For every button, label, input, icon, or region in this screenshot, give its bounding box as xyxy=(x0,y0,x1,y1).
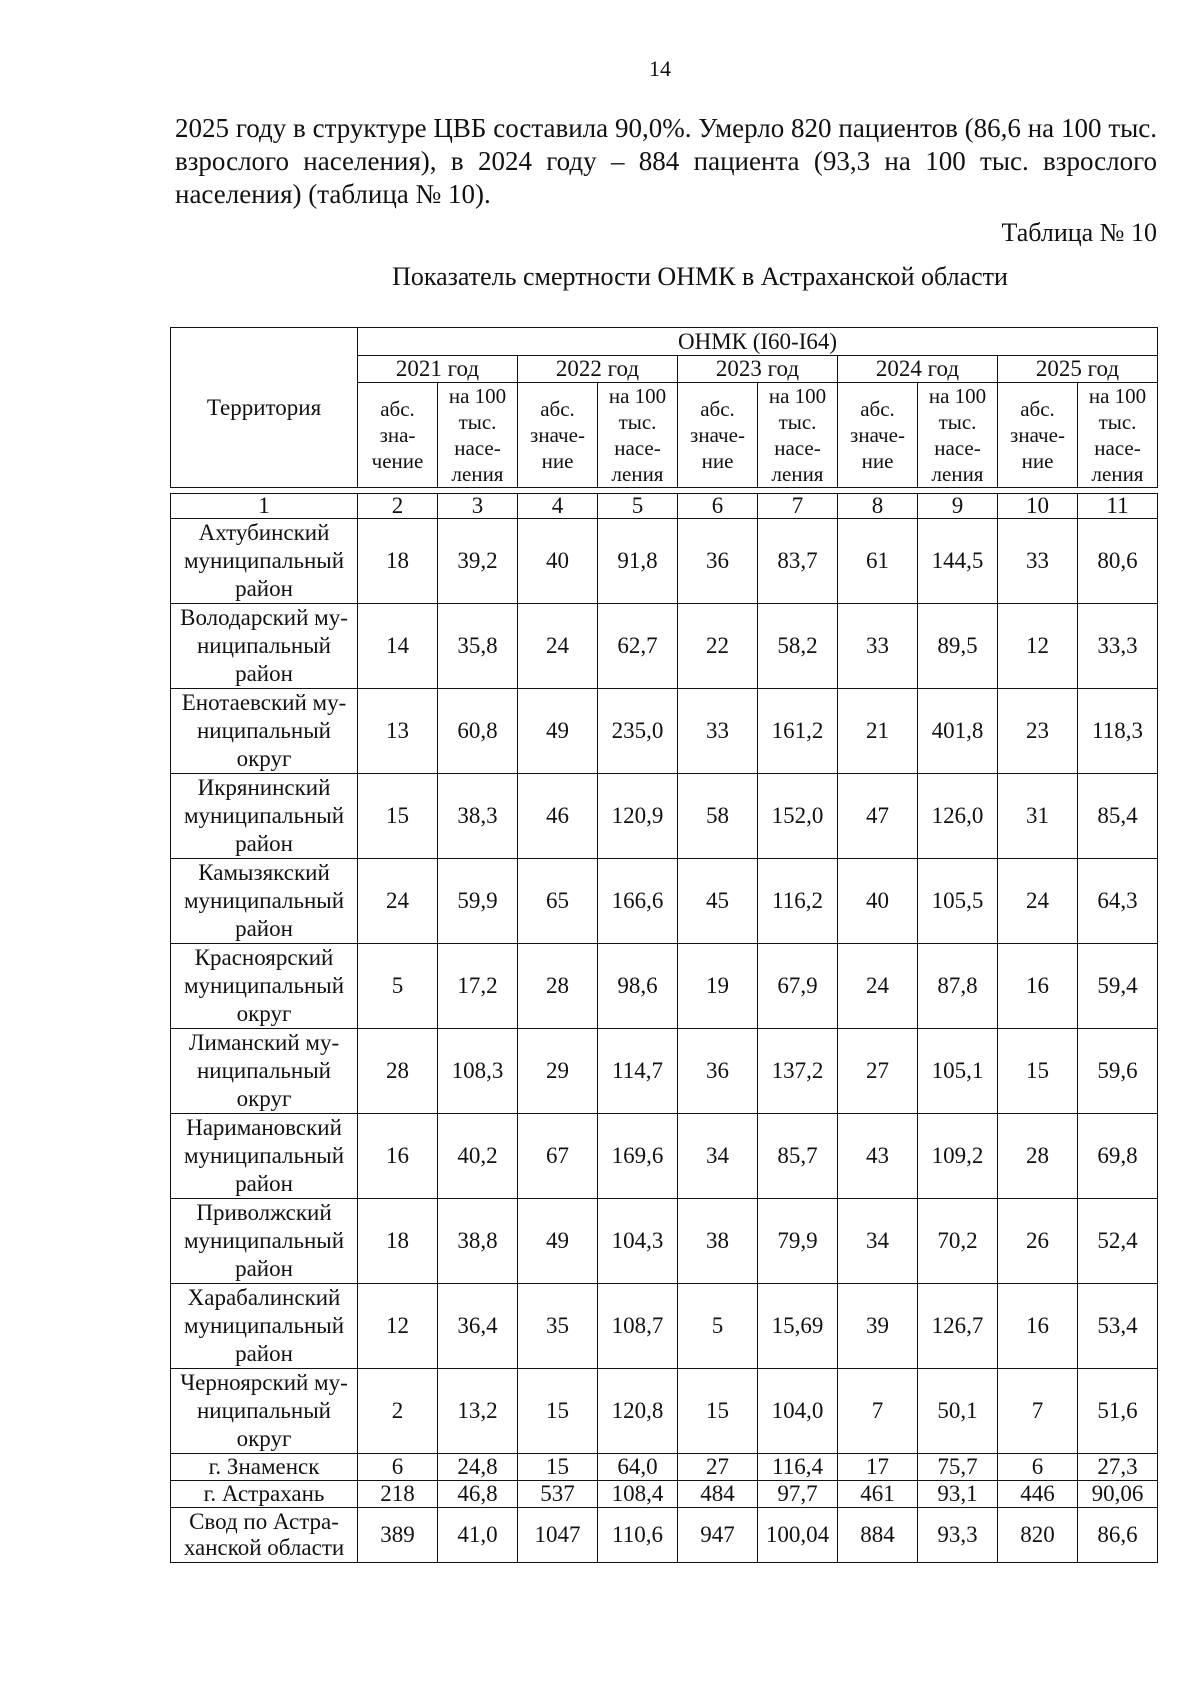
value-cell: 93,1 xyxy=(918,1481,998,1508)
total-value-cell: 389 xyxy=(358,1508,438,1563)
territory-cell: Приволжский муниципальный район xyxy=(171,1199,358,1284)
table-row xyxy=(171,774,1158,859)
value-cell: 90,06 xyxy=(1078,1481,1158,1508)
territory-cell: Лиманский му- ниципальный округ xyxy=(171,1029,358,1114)
column-number: 8 xyxy=(838,494,918,519)
table-row xyxy=(171,1481,1158,1508)
total-row xyxy=(171,1508,1158,1563)
total-value-cell: 947 xyxy=(678,1508,758,1563)
value-cell: 61 xyxy=(838,519,918,604)
value-cell: 235,0 xyxy=(598,689,678,774)
value-cell: 47 xyxy=(838,774,918,859)
territory-cell: Енотаевский му- ниципальный округ xyxy=(171,689,358,774)
value-cell: 62,7 xyxy=(598,604,678,689)
territory-cell: Володарский му- ниципальный район xyxy=(171,604,358,689)
table-row xyxy=(171,689,1158,774)
value-cell: 104,0 xyxy=(758,1369,838,1454)
column-number: 3 xyxy=(438,494,518,519)
value-cell: 28 xyxy=(358,1029,438,1114)
territory-cell: г. Знаменск xyxy=(171,1454,358,1481)
value-cell: 114,7 xyxy=(598,1029,678,1114)
value-cell: 59,9 xyxy=(438,859,518,944)
value-cell: 91,8 xyxy=(598,519,678,604)
abs-value-header: абс. значе- ние xyxy=(518,383,598,488)
year-header: 2021 год xyxy=(358,356,518,383)
value-cell: 65 xyxy=(518,859,598,944)
value-cell: 18 xyxy=(358,519,438,604)
value-cell: 126,0 xyxy=(918,774,998,859)
total-value-cell: 884 xyxy=(838,1508,918,1563)
column-number-row xyxy=(171,494,1158,519)
body-paragraph: 2025 году в структуре ЦВБ составила 90,0%. Умерло 820 пациентов (86,6 на 100 тыс. взрослого населения), в 2024 году – 884 пациента (93,3 на 100 тыс. взрослого населения) (таблица № 10). xyxy=(175,113,1157,209)
column-number: 11 xyxy=(1078,494,1158,519)
total-value-cell: 820 xyxy=(998,1508,1078,1563)
value-cell: 50,1 xyxy=(918,1369,998,1454)
value-cell: 23 xyxy=(998,689,1078,774)
territory-cell: Ахтубинский муниципальный район xyxy=(171,519,358,604)
value-cell: 60,8 xyxy=(438,689,518,774)
value-cell: 15 xyxy=(998,1029,1078,1114)
value-cell: 40 xyxy=(518,519,598,604)
value-cell: 6 xyxy=(358,1454,438,1481)
value-cell: 51,6 xyxy=(1078,1369,1158,1454)
value-cell: 35,8 xyxy=(438,604,518,689)
value-cell: 38,8 xyxy=(438,1199,518,1284)
value-cell: 17,2 xyxy=(438,944,518,1029)
value-cell: 98,6 xyxy=(598,944,678,1029)
value-cell: 39 xyxy=(838,1284,918,1369)
total-value-cell: 100,04 xyxy=(758,1508,838,1563)
table-row xyxy=(171,1199,1158,1284)
value-cell: 49 xyxy=(518,1199,598,1284)
value-cell: 46,8 xyxy=(438,1481,518,1508)
value-cell: 29 xyxy=(518,1029,598,1114)
value-cell: 152,0 xyxy=(758,774,838,859)
value-cell: 16 xyxy=(998,1284,1078,1369)
table-row xyxy=(171,859,1158,944)
value-cell: 17 xyxy=(838,1454,918,1481)
value-cell: 40,2 xyxy=(438,1114,518,1199)
page-number: 14 xyxy=(649,56,671,81)
value-cell: 218 xyxy=(358,1481,438,1508)
value-cell: 97,7 xyxy=(758,1481,838,1508)
value-cell: 33 xyxy=(998,519,1078,604)
value-cell: 108,7 xyxy=(598,1284,678,1369)
abs-value-header: абс. зна- чение xyxy=(358,383,438,488)
rate-header: на 100 тыс. насе- ления xyxy=(1078,383,1158,488)
value-cell: 15,69 xyxy=(758,1284,838,1369)
value-cell: 14 xyxy=(358,604,438,689)
value-cell: 7 xyxy=(838,1369,918,1454)
column-number: 6 xyxy=(678,494,758,519)
table-title: Показатель смертности ОНМК в Астраханской области xyxy=(392,262,1008,291)
rate-header: на 100 тыс. насе- ления xyxy=(438,383,518,488)
territory-cell: Камызякский муниципальный район xyxy=(171,859,358,944)
value-cell: 34 xyxy=(678,1114,758,1199)
value-cell: 33,3 xyxy=(1078,604,1158,689)
value-cell: 461 xyxy=(838,1481,918,1508)
territory-cell: Харабалинский муниципальный район xyxy=(171,1284,358,1369)
value-cell: 28 xyxy=(518,944,598,1029)
territory-cell: Икрянинский муниципальный район xyxy=(171,774,358,859)
value-cell: 59,6 xyxy=(1078,1029,1158,1114)
value-cell: 120,9 xyxy=(598,774,678,859)
territory-cell: Черноярский му- ниципальный округ xyxy=(171,1369,358,1454)
column-number: 7 xyxy=(758,494,838,519)
total-name-cell: Свод по Астра- ханской области xyxy=(171,1508,358,1563)
value-cell: 40 xyxy=(838,859,918,944)
year-header: 2022 год xyxy=(518,356,678,383)
column-number: 4 xyxy=(518,494,598,519)
value-cell: 45 xyxy=(678,859,758,944)
value-cell: 18 xyxy=(358,1199,438,1284)
value-cell: 108,4 xyxy=(598,1481,678,1508)
abs-value-header: абс. значе- ние xyxy=(678,383,758,488)
value-cell: 5 xyxy=(358,944,438,1029)
column-number: 10 xyxy=(998,494,1078,519)
value-cell: 169,6 xyxy=(598,1114,678,1199)
table-row xyxy=(171,1284,1158,1369)
group-header: ОНМК (I60-I64) xyxy=(358,328,1158,356)
value-cell: 537 xyxy=(518,1481,598,1508)
value-cell: 58,2 xyxy=(758,604,838,689)
abs-value-header: абс. значе- ние xyxy=(838,383,918,488)
territory-cell: Красноярский муниципальный округ xyxy=(171,944,358,1029)
table-row xyxy=(171,519,1158,604)
value-cell: 33 xyxy=(838,604,918,689)
value-cell: 21 xyxy=(838,689,918,774)
total-value-cell: 41,0 xyxy=(438,1508,518,1563)
value-cell: 36 xyxy=(678,1029,758,1114)
value-cell: 70,2 xyxy=(918,1199,998,1284)
value-cell: 85,7 xyxy=(758,1114,838,1199)
value-cell: 49 xyxy=(518,689,598,774)
value-cell: 85,4 xyxy=(1078,774,1158,859)
column-number: 5 xyxy=(598,494,678,519)
value-cell: 26 xyxy=(998,1199,1078,1284)
rate-header: на 100 тыс. насе- ления xyxy=(598,383,678,488)
value-cell: 12 xyxy=(358,1284,438,1369)
value-cell: 2 xyxy=(358,1369,438,1454)
value-cell: 109,2 xyxy=(918,1114,998,1199)
rate-header: на 100 тыс. насе- ления xyxy=(918,383,998,488)
value-cell: 12 xyxy=(998,604,1078,689)
value-cell: 36 xyxy=(678,519,758,604)
value-cell: 15 xyxy=(518,1369,598,1454)
value-cell: 16 xyxy=(358,1114,438,1199)
value-cell: 5 xyxy=(678,1284,758,1369)
table-header xyxy=(170,327,1158,488)
value-cell: 16 xyxy=(998,944,1078,1029)
value-cell: 58 xyxy=(678,774,758,859)
value-cell: 108,3 xyxy=(438,1029,518,1114)
table-row xyxy=(171,1114,1158,1199)
value-cell: 104,3 xyxy=(598,1199,678,1284)
year-header: 2024 год xyxy=(838,356,998,383)
abs-value-header: абс. значе- ние xyxy=(998,383,1078,488)
table-row xyxy=(171,944,1158,1029)
total-value-cell: 1047 xyxy=(518,1508,598,1563)
value-cell: 52,4 xyxy=(1078,1199,1158,1284)
value-cell: 35 xyxy=(518,1284,598,1369)
value-cell: 137,2 xyxy=(758,1029,838,1114)
territory-cell: г. Астрахань xyxy=(171,1481,358,1508)
value-cell: 126,7 xyxy=(918,1284,998,1369)
value-cell: 64,3 xyxy=(1078,859,1158,944)
value-cell: 24 xyxy=(518,604,598,689)
value-cell: 59,4 xyxy=(1078,944,1158,1029)
rate-header: на 100 тыс. насе- ления xyxy=(758,383,838,488)
table-row xyxy=(171,604,1158,689)
total-value-cell: 110,6 xyxy=(598,1508,678,1563)
value-cell: 75,7 xyxy=(918,1454,998,1481)
value-cell: 161,2 xyxy=(758,689,838,774)
value-cell: 144,5 xyxy=(918,519,998,604)
value-cell: 89,5 xyxy=(918,604,998,689)
total-value-cell: 86,6 xyxy=(1078,1508,1158,1563)
value-cell: 27,3 xyxy=(1078,1454,1158,1481)
value-cell: 43 xyxy=(838,1114,918,1199)
value-cell: 15 xyxy=(358,774,438,859)
value-cell: 13,2 xyxy=(438,1369,518,1454)
table-caption: Таблица № 10 xyxy=(1001,218,1157,247)
value-cell: 22 xyxy=(678,604,758,689)
value-cell: 19 xyxy=(678,944,758,1029)
value-cell: 67 xyxy=(518,1114,598,1199)
value-cell: 69,8 xyxy=(1078,1114,1158,1199)
column-number: 1 xyxy=(171,494,358,519)
data-table xyxy=(170,493,1158,1563)
value-cell: 33 xyxy=(678,689,758,774)
value-cell: 105,5 xyxy=(918,859,998,944)
value-cell: 6 xyxy=(998,1454,1078,1481)
value-cell: 13 xyxy=(358,689,438,774)
table-row xyxy=(171,1029,1158,1114)
territory-header: Территория xyxy=(171,328,358,488)
value-cell: 118,3 xyxy=(1078,689,1158,774)
value-cell: 446 xyxy=(998,1481,1078,1508)
value-cell: 80,6 xyxy=(1078,519,1158,604)
value-cell: 7 xyxy=(998,1369,1078,1454)
value-cell: 36,4 xyxy=(438,1284,518,1369)
value-cell: 105,1 xyxy=(918,1029,998,1114)
value-cell: 116,2 xyxy=(758,859,838,944)
table-row xyxy=(171,1454,1158,1481)
value-cell: 53,4 xyxy=(1078,1284,1158,1369)
value-cell: 38,3 xyxy=(438,774,518,859)
table-row xyxy=(171,1369,1158,1454)
value-cell: 15 xyxy=(678,1369,758,1454)
value-cell: 64,0 xyxy=(598,1454,678,1481)
value-cell: 166,6 xyxy=(598,859,678,944)
territory-cell: Наримановский муниципальный район xyxy=(171,1114,358,1199)
total-value-cell: 93,3 xyxy=(918,1508,998,1563)
value-cell: 24,8 xyxy=(438,1454,518,1481)
value-cell: 38 xyxy=(678,1199,758,1284)
value-cell: 83,7 xyxy=(758,519,838,604)
value-cell: 28 xyxy=(998,1114,1078,1199)
value-cell: 34 xyxy=(838,1199,918,1284)
value-cell: 79,9 xyxy=(758,1199,838,1284)
year-header: 2023 год xyxy=(678,356,838,383)
value-cell: 67,9 xyxy=(758,944,838,1029)
value-cell: 24 xyxy=(998,859,1078,944)
value-cell: 15 xyxy=(518,1454,598,1481)
value-cell: 24 xyxy=(358,859,438,944)
year-header: 2025 год xyxy=(998,356,1158,383)
value-cell: 116,4 xyxy=(758,1454,838,1481)
column-number: 9 xyxy=(918,494,998,519)
value-cell: 401,8 xyxy=(918,689,998,774)
value-cell: 39,2 xyxy=(438,519,518,604)
value-cell: 484 xyxy=(678,1481,758,1508)
value-cell: 87,8 xyxy=(918,944,998,1029)
value-cell: 120,8 xyxy=(598,1369,678,1454)
value-cell: 24 xyxy=(838,944,918,1029)
value-cell: 46 xyxy=(518,774,598,859)
value-cell: 27 xyxy=(678,1454,758,1481)
column-number: 2 xyxy=(358,494,438,519)
value-cell: 27 xyxy=(838,1029,918,1114)
value-cell: 31 xyxy=(998,774,1078,859)
